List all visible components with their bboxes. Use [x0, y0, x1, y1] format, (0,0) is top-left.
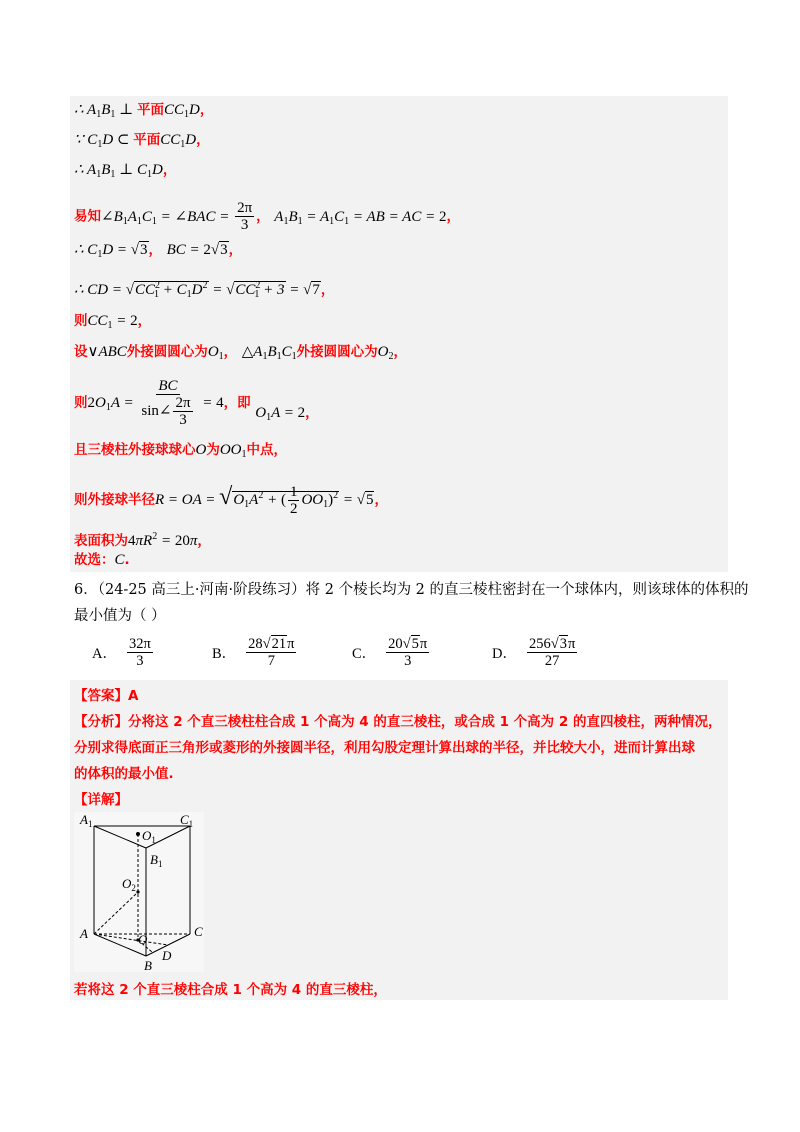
- solution-line-3: ∴ $A_1B_1$ ⊥ $C_1D$，: [74, 162, 177, 180]
- analysis-line-3: 的体积的最小值.: [74, 766, 174, 782]
- solution-line-11: 则外接球半径R = OA = $√O_1A^2$ + ( $\frac{1}{2}$ $OO_1)^2 = √5$，: [74, 483, 388, 517]
- option-c: C． $\frac{20√5\pi}{3}$: [352, 636, 428, 669]
- label-c: C: [194, 924, 203, 939]
- label-a: A: [80, 926, 88, 941]
- analysis-line-1: 【分析】分将这 2 个直三棱柱柱合成 1 个高为 4 的直三棱柱，或合成 1 个高为 2 的直四棱柱，两种情况，: [74, 714, 722, 730]
- solution-line-1: ∴ $A_1B_1$ ⊥ 平面$CC_1D$，: [74, 102, 214, 120]
- solution-line-4: 易知$\angle B_1A_1C_1$ = ∠BAC = $\frac{2\pi}{3}$ ， $A_1B_1 = A_1C_1$ = AB = AC = 2，: [74, 200, 460, 233]
- prism-figure: [74, 812, 204, 972]
- label-o: O: [138, 932, 148, 947]
- analysis-line-2: 分别求得底面正三角形或菱形的外接圆半径，利用勾股定理计算出球的半径，并比较大小，进而计算出球: [74, 740, 695, 756]
- answer-line: 【答案】A: [74, 688, 139, 704]
- solution-line-7: 则$CC_1 = 2$，: [74, 313, 152, 331]
- solution-line-12: 表面积为$4\pi R^2 = 20\pi$，: [74, 531, 211, 549]
- label-b1: $B_1$: [150, 852, 163, 869]
- label-o1: $O_1$: [142, 828, 156, 845]
- question-line-1: 6．（24-25 高三上·河南·阶段练习）将 2 个棱长均为 2 的直三棱柱密封在一个球体内，则该球体的体积的: [74, 582, 749, 598]
- solution-line-2: ∵ $C_1D$ ⊂ 平面$CC_1D$，: [74, 132, 210, 150]
- label-c1: $C_1$: [180, 812, 194, 829]
- label-b: B: [144, 958, 152, 972]
- solution-line-5: ∴ $C_1D = √3$， BC = 2√3，: [74, 242, 243, 260]
- solution-line-10: 且三棱柱外接球球心O为$OO_1$中点，: [74, 442, 288, 460]
- final-line: 若将这 2 个直三棱柱合成 1 个高为 4 的直三棱柱，: [74, 982, 387, 998]
- label-o2: $O_2$: [122, 876, 136, 893]
- solution-line-6: ∴ CD = $√CC^2_1 + C_1D^2 = √CC^2_1 + 3 = √7$，: [74, 280, 335, 300]
- label-d: D: [162, 948, 172, 963]
- solution-line-8: 设∨ABC外接圆圆心为$O_1$， $\triangle A_1B_1C_1$外接圆圆心为$O_2$，: [74, 344, 407, 362]
- option-d: D． $\frac{256√3\pi}{27}$: [492, 636, 576, 669]
- prism-diagram: [74, 812, 204, 972]
- option-b: B． $\frac{28√21\pi}{7}$: [212, 636, 295, 669]
- detail-label: 【详解】: [74, 792, 128, 808]
- solution-line-9: 则$2O_1A$ = BC sin∠ $\frac{2\pi}{3}$ = 4，即 $O_1A = 2$，: [74, 378, 319, 428]
- solution-line-13: 故选：C.: [74, 552, 130, 568]
- option-a: A． $\frac{32\pi}{3}$: [92, 636, 151, 669]
- label-a1: $A_1$: [80, 812, 93, 829]
- question-line-2: 最小值为（ ）: [74, 608, 166, 624]
